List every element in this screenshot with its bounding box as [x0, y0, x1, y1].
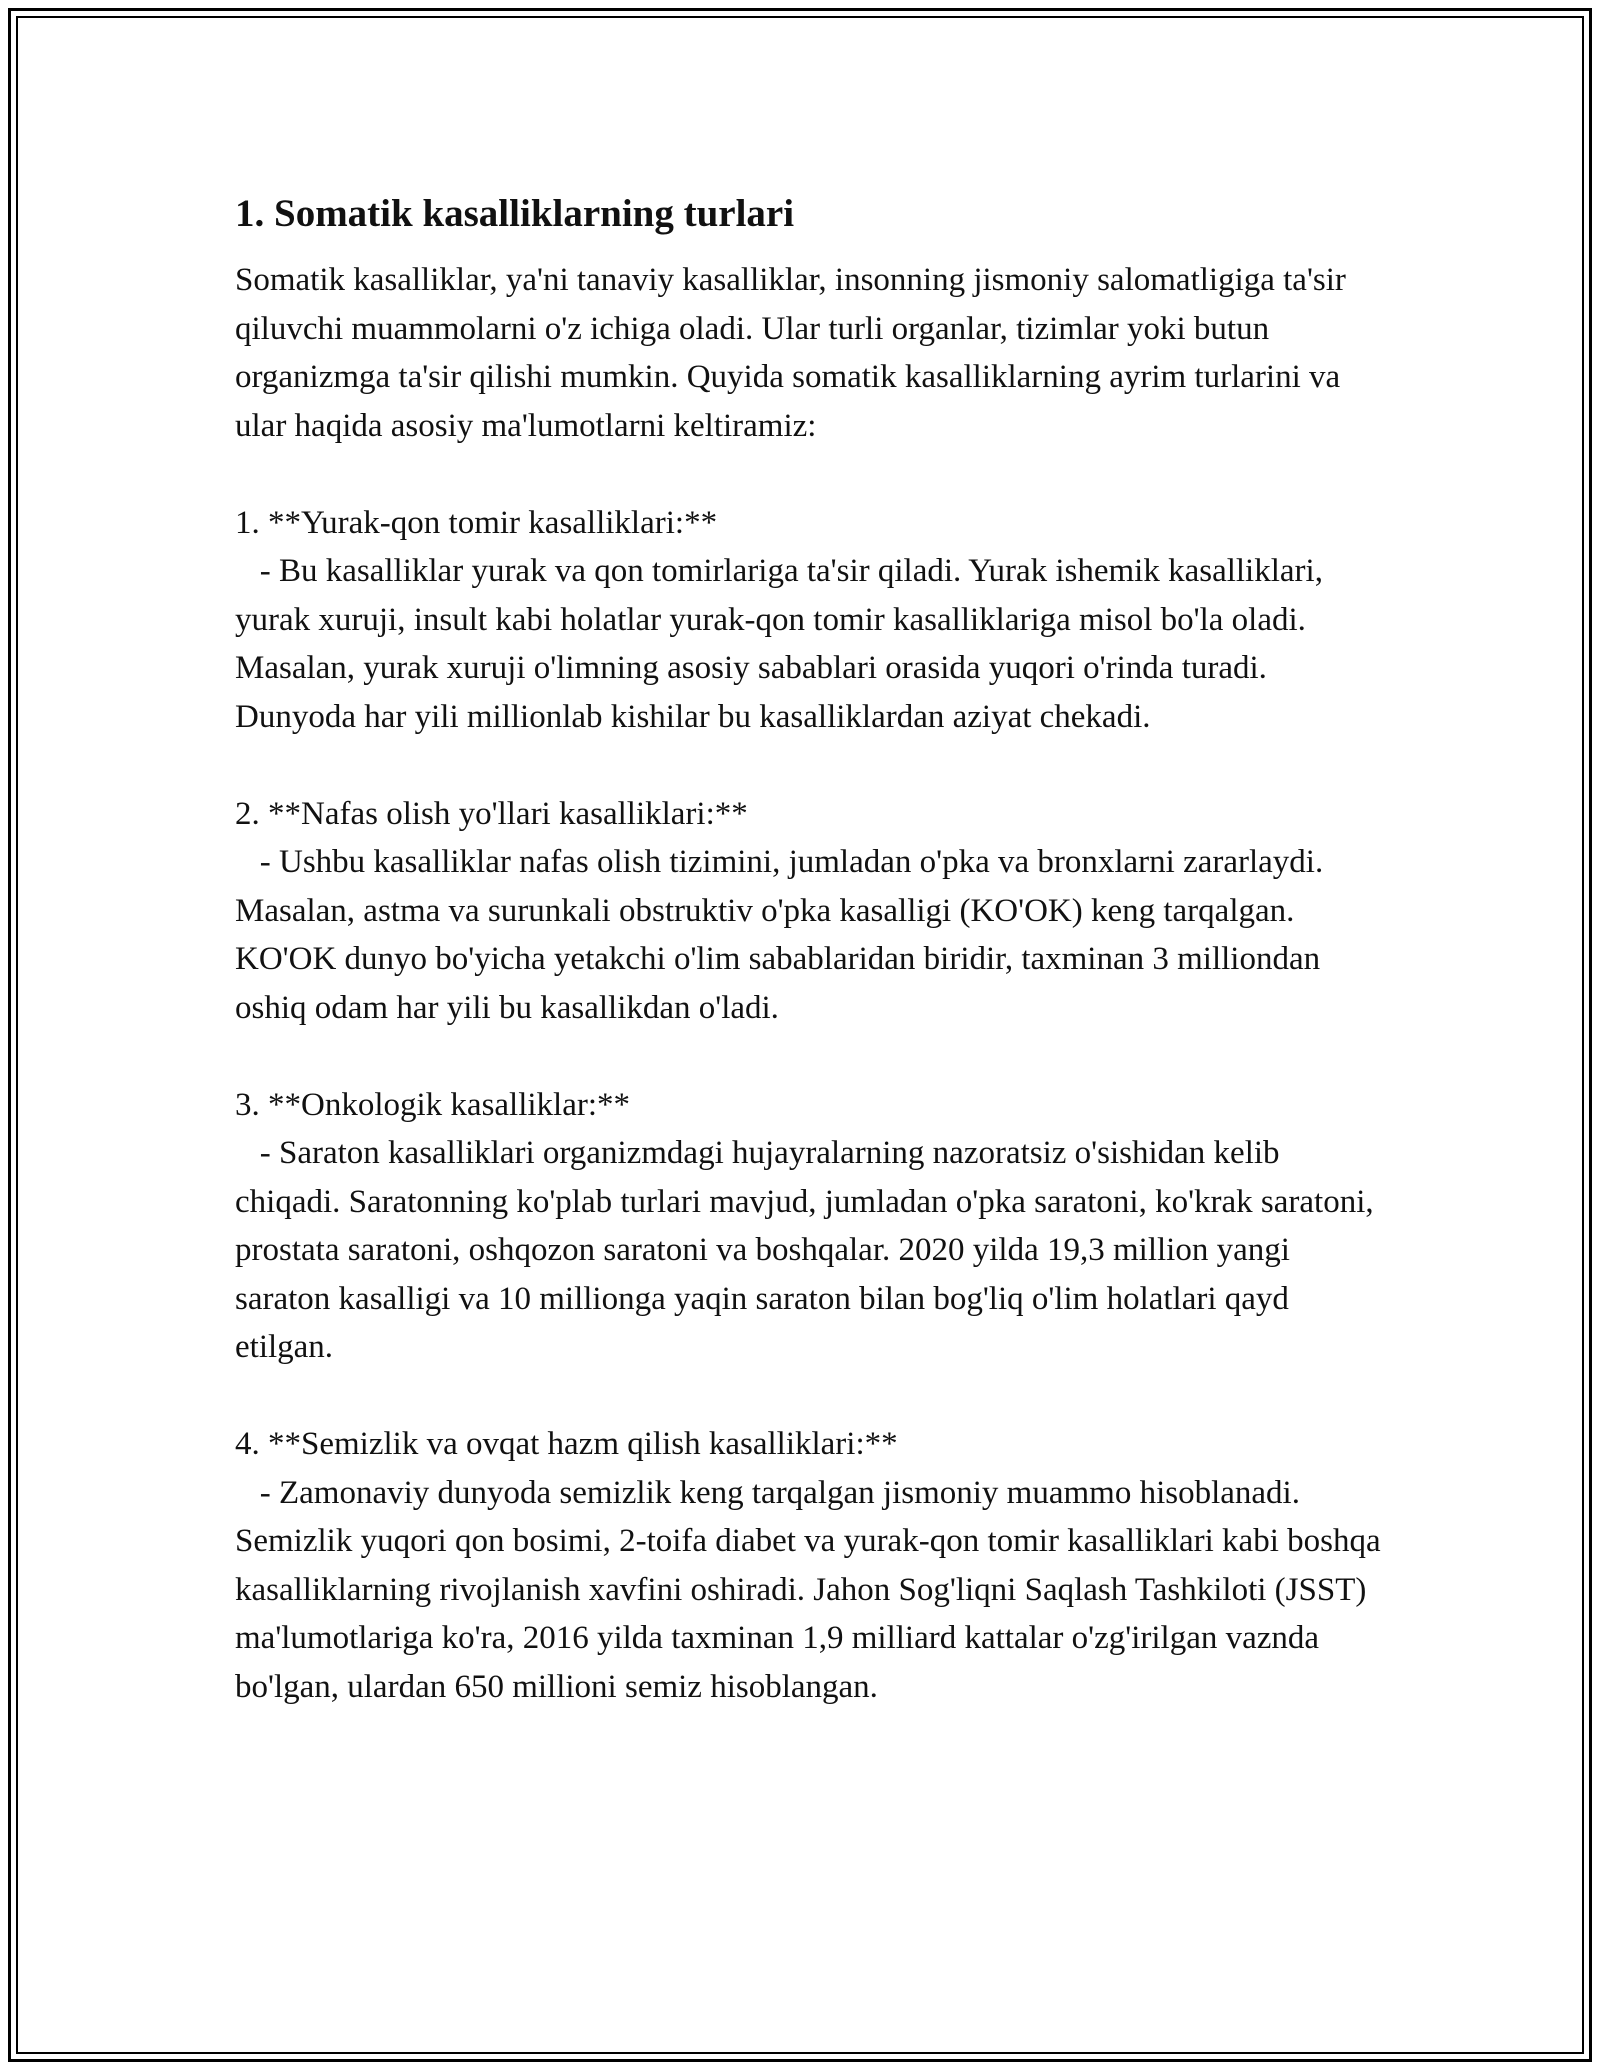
section-respiratory: [235, 790, 1385, 1033]
section-heading: 3. **Onkologik kasalliklar:**: [235, 1086, 631, 1123]
section-body: - Bu kasalliklar yurak va qon tomirlariga ta'sir qiladi. Yurak ishemik kasalliklari, yurak xuruji, insult kabi holatlar yurak-qon tomir kasalliklariga misol bo'la oladi. Masalan, yurak xuruji o'limning asosiy sabablari orasida yuqori o'rinda turadi. Dunyoda har yili millionlab kishilar bu kasalliklardan aziyat chekadi.: [235, 553, 1332, 735]
section-obesity-digestive: [235, 1420, 1389, 1711]
section-oncology: [235, 1081, 1385, 1372]
spacer: [235, 741, 1385, 790]
section-cardiovascular: [235, 499, 1385, 742]
document-title: 1. Somatik kasalliklarning turlari: [235, 192, 795, 235]
section-body: - Saraton kasalliklari organizmdagi hujayralarning nazoratsiz o'sishidan kelib chiqadi. Saratonning ko'plab turlari mavjud, jumladan o'pka saratoni, ko'krak saratoni, prostata saratoni, oshqozon saratoni va boshqalar. 2020 yilda 19,3 million yangi saraton kasalligi va 10 millionga yaqin saraton bilan bog'liq o'lim holatlari qayd etilgan.: [235, 1135, 1382, 1365]
intro-paragraph: Somatik kasalliklar, ya'ni tanaviy kasalliklar, insonning jismoniy salomatligiga ta'sir qiluvchi muammolarni o'z ichiga oladi. Ular turli organlar, tizimlar yoki butun organizmga ta'sir qilishi mumkin. Quyida somatik kasalliklarning ayrim turlarini va ular haqida asosiy ma'lumotlarni keltiramiz:: [235, 262, 1355, 444]
spacer: [235, 1372, 1385, 1421]
section-heading: 4. **Semizlik va ovqat hazm qilish kasalliklari:**: [235, 1426, 898, 1462]
document-body: [235, 186, 1389, 1711]
section-body: - Ushbu kasalliklar nafas olish tizimini, jumladan o'pka va bronxlarni zararlaydi. Masalan, astma va surunkali obstruktiv o'pka kasalligi (KO'OK) keng tarqalgan. KO'OK dunyo bo'yicha yetakchi o'lim sabablaridan biridir, taxminan 3 milliondan oshiq odam har yili bu kasallikdan o'ladi.: [235, 844, 1332, 1026]
spacer: [235, 1032, 1385, 1081]
spacer: [235, 450, 1385, 499]
section-heading: 2. **Nafas olish yo'llari kasalliklari:**: [235, 795, 748, 832]
section-heading: 1. **Yurak-qon tomir kasalliklari:**: [235, 504, 718, 541]
section-body: - Zamonaviy dunyoda semizlik keng tarqalgan jismoniy muammo hisoblanadi. Semizlik yuqori qon bosimi, 2-toifa diabet va yurak-qon tomir kasalliklari kabi boshqa kasalliklarning rivojlanish xavfini oshiradi. Jahon Sog'liqni Saqlash Tashkiloti (JSST) ma'lumotlariga ko'ra, 2016 yilda taxminan 1,9 milliard kattalar o'zg'irilgan vaznda bo'lgan, ulardan 650 millioni semiz hisoblangan.: [235, 1474, 1389, 1705]
